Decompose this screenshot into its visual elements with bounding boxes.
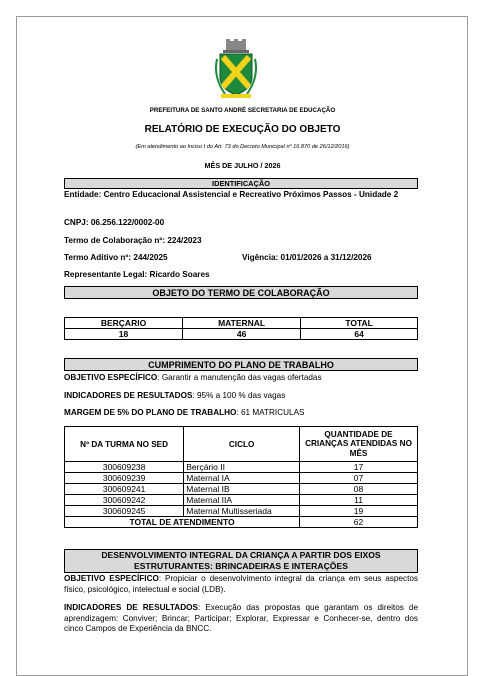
dev-indicadores-label: INDICADORES DE RESULTADOS <box>64 603 198 612</box>
report-title: RELATÓRIO DE EXECUÇÃO DO OBJETO <box>144 124 341 135</box>
cumprimento-indicadores <box>64 391 285 400</box>
objeto-heading: OBJETO DO TERMO DE COLABORAÇÃO <box>64 286 418 299</box>
vigencia-line: Vigência: 01/01/2026 a 31/12/2026 <box>242 253 372 262</box>
turma-quantidade: 08 <box>300 484 418 495</box>
objetivo-text: : Garantir a manutenção das vagas ofertadas <box>157 373 322 382</box>
dev-indicadores-text: : Execução das propostas que garantam os direitos de aprendizagem: Conviver; Brincar; Participar; Explorar, Expressar e Conhecer-se, dentro dos cinco Campos de Experiência da BNCC. <box>64 603 418 634</box>
table-row <box>65 495 418 506</box>
desenvolvimento-indicadores <box>64 603 418 635</box>
turma-id: 300609241 <box>65 484 184 495</box>
turma-id: 300609238 <box>65 462 184 473</box>
objeto-header-row <box>65 318 418 329</box>
desenvolvimento-heading-line2: ESTRUTURANTES: BRINCADEIRAS E INTERAÇÕES <box>134 561 348 571</box>
turma-ciclo: Berçário II <box>184 462 300 473</box>
table-row <box>65 462 418 473</box>
dev-objetivo-label: OBJETIVO ESPECÍFICO <box>64 574 159 583</box>
identificacao-heading: IDENTIFICAÇÃO <box>64 178 418 189</box>
indicadores-text: : 95% a 100 % das vagas <box>192 391 286 400</box>
objeto-value-maternal: 46 <box>183 329 301 340</box>
report-subtitle: (Em atendimento ao Inciso I do Art. 73 do Decreto Municipal nº 16.870 de 26/12/2016) <box>135 144 350 150</box>
margem-label: MARGEM DE 5% DO PLANO DE TRABALHO <box>64 408 237 417</box>
turma-id: 300609242 <box>65 495 184 506</box>
turma-id: 300609245 <box>65 506 184 517</box>
turma-id: 300609239 <box>65 473 184 484</box>
table-row <box>65 506 418 517</box>
turmas-header-turma: Nº DA TURMA NO SED <box>65 427 184 462</box>
objeto-header-maternal: MATERNAL <box>183 318 301 329</box>
total-atendimento-label: TOTAL DE ATENDIMENTO <box>65 517 300 528</box>
turma-quantidade: 17 <box>300 462 418 473</box>
cnpj-line: CNPJ: 06.256.122/0002-00 <box>64 218 165 227</box>
objeto-header-bercario: BERÇARIO <box>65 318 183 329</box>
turmas-header-ciclo: CICLO <box>184 427 300 462</box>
termo-colaboracao-line: Termo de Colaboração nº: 224/2023 <box>64 236 202 245</box>
cumprimento-objetivo <box>64 373 322 382</box>
report-month: MÊS DE JULHO / 2026 <box>204 161 281 170</box>
desenvolvimento-objetivo <box>64 574 418 595</box>
turmas-table <box>64 426 418 528</box>
cumprimento-heading: CUMPRIMENTO DO PLANO DE TRABALHO <box>64 358 418 371</box>
objetivo-label: OBJETIVO ESPECÍFICO <box>64 373 158 382</box>
dev-objetivo-text: : Propiciar o desenvolvimento integral da criança em seus aspectos físico, psicológico, intelectual e social (LDB). <box>64 574 419 594</box>
table-row <box>65 473 418 484</box>
representante-line: Representante Legal: Ricardo Soares <box>64 270 210 279</box>
turma-ciclo: Maternal IA <box>184 473 300 484</box>
turmas-header-row <box>65 427 418 462</box>
turmas-header-quantidade: QUANTIDADE DE CRIANÇAS ATENDIDAS NO MÊS <box>300 427 418 462</box>
turma-quantidade: 19 <box>300 506 418 517</box>
turma-ciclo: Maternal IIA <box>184 495 300 506</box>
desenvolvimento-heading-line1: DESENVOLVIMENTO INTEGRAL DA CRIANÇA A PARTIR DOS EIXOS <box>101 550 381 560</box>
margem-text: : 61 MATRICULAS <box>236 408 305 417</box>
cumprimento-margem <box>64 408 305 417</box>
termo-aditivo-line: Termo Aditivo nº: 244/2025 <box>64 253 168 262</box>
turma-ciclo: Maternal Multisseriada <box>184 506 300 517</box>
turma-quantidade: 11 <box>300 495 418 506</box>
turma-quantidade: 07 <box>300 473 418 484</box>
objeto-value-bercario: 18 <box>65 329 183 340</box>
turma-ciclo: Maternal IB <box>184 484 300 495</box>
prefeitura-heading: PREFEITURA DE SANTO ANDRÉ SECRETARIA DE EDUCAÇÃO <box>149 107 336 114</box>
desenvolvimento-heading <box>64 549 418 573</box>
entidade-line: Entidade: Centro Educacional Assistencial e Recreativo Próximos Passos - Unidade 2 <box>64 190 399 199</box>
indicadores-label: INDICADORES DE RESULTADOS <box>64 391 193 400</box>
objeto-header-total: TOTAL <box>301 318 418 329</box>
objeto-value-row <box>65 329 418 340</box>
municipal-seal-icon <box>211 39 261 99</box>
objeto-table <box>64 317 418 340</box>
table-row <box>65 484 418 495</box>
turmas-total-row <box>65 517 418 528</box>
total-atendimento-value: 62 <box>300 517 418 528</box>
objeto-value-total: 64 <box>301 329 418 340</box>
